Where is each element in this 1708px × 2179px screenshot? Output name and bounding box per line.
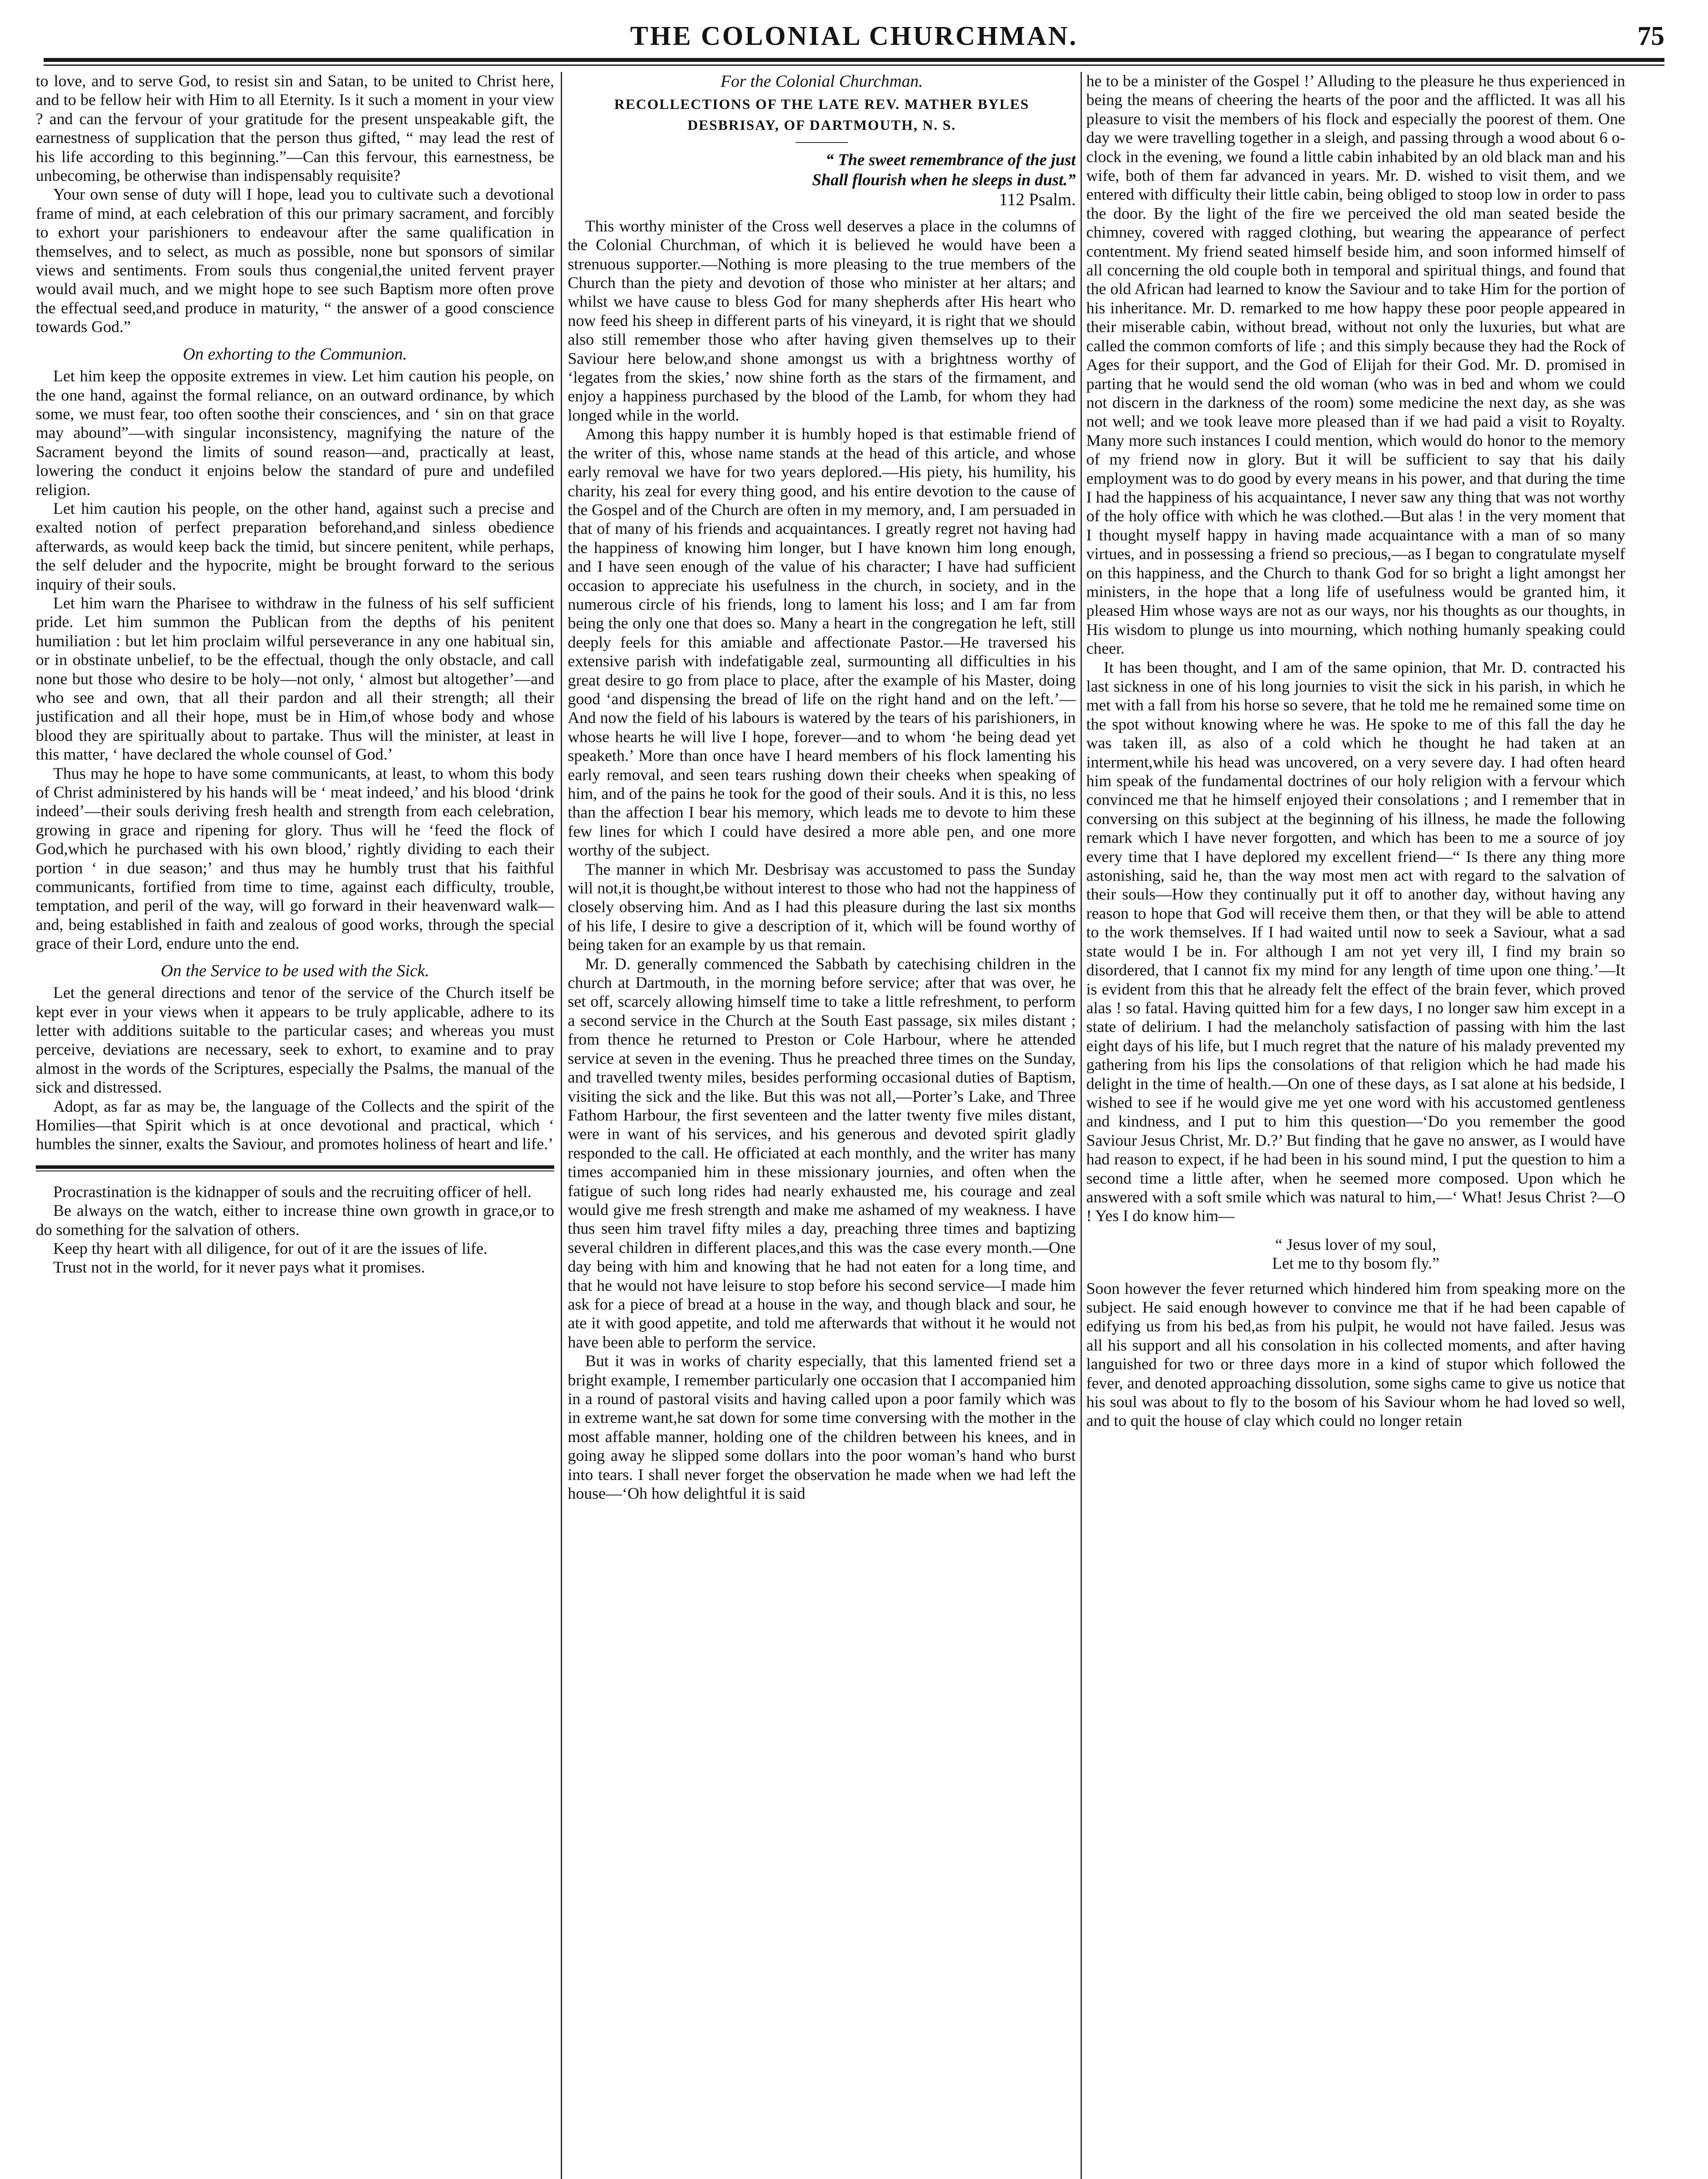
paragraph: Adopt, as far as may be, the language of the Collects and the spirit of the Homilies—that Spirit which is at once devotional and practical, which ‘ humbles the sinner, exalts the Saviour, and promotes holiness of heart and life.’ <box>36 1097 554 1154</box>
section-heading: On exhorting to the Communion. <box>183 344 407 363</box>
section-divider-thick <box>36 1165 554 1169</box>
column-left <box>36 72 554 2179</box>
paragraph: Let him caution his people, on the other hand, against such a precise and exalted notion of perfect preparation beforehand,and sinless obedience afterwards, as would keep back the timid, but sincere penitent, while perhaps, the self deluder and the hypocrite, might be brought forward to the serious inquiry of their souls. <box>36 499 554 594</box>
column-rule-left <box>561 72 562 2179</box>
paragraph: Thus may he hope to have some communicants, at least, to whom this body of Christ administered by his hands will be ‘ meat indeed,’ and his blood ‘drink indeed’—their souls deriving fresh health and strength from each celebration, growing in grace and ripening for glory. Thus will he ‘feed the flock of God,which he purchased with his own blood,’ rightly dividing to each their portion ‘ in due season;’ and thus may he humbly trust that his faithful communicants, fortified from time to time, against each difficulty, trouble, temptation, and peril of the way, will go forward in their heavenward walk—and, being established in faith and zealous of good works, through the special grace of their Lord, endure unto the end. <box>36 764 554 953</box>
epigraph <box>568 150 1076 190</box>
paragraph: Let the general directions and tenor of the service of the Church itself be kept ever in your views when it appears to be truly applicable, adhere to its letter with additions suitable to the particular cases; and whereas you must perceive, deviations are necessary, seek to exhort, to examine and to pray almost in the words of the Scriptures, especially the Psalms, the manual of the sick and distressed. <box>36 984 554 1097</box>
hymn-line-2: Let me to thy bosom fly.” <box>1272 1255 1440 1273</box>
column-rule-right <box>1081 72 1082 2179</box>
paragraph: Soon however the fever returned which hindered him from speaking more on the subject. He said enough however to convince me that if he had been capable of edifying us from his bed,as from his pulpit, he would not have failed. Jesus was all his support and all his consolation in his collected moments, and after having languished for two or three days more in a kind of stupor which followed the fever, and denoted approaching dissolution, some sighs came to give us notice that his soul was about to fly to the bosom of his Saviour whom he had loved so well, and to quit the house of clay which could no longer retain <box>1086 1280 1625 1430</box>
hymn-quote <box>1086 1235 1625 1273</box>
epigraph-source: 112 Psalm. <box>999 190 1076 210</box>
hymn-line-1: “ Jesus lover of my soul, <box>1275 1235 1437 1254</box>
paragraph: to love, and to serve God, to resist sin and Satan, to be united to Christ here, and to be fellow heir with Him to all Eternity. Is it such a moment in your view ? and can the fervour of your gratitude for the present unspeakable gift, the earnestness of supplication that the person thus gifted, “ may lead the rest of his life according to this beginning.”—Can this fervour, this earnestness, be unbecoming, be otherwise than indispensably requisite? <box>36 72 554 185</box>
maxim-procrastination: Procrastination is the kidnapper of souls and the recruiting officer of hell. <box>53 1183 532 1201</box>
attribution-line: For the Colonial Churchman. <box>720 72 923 91</box>
paragraph: Among this happy number it is humbly hoped is that estimable friend of the writer of this, whose name stands at the head of this article, and whose early removal we have for two years deplored.—His piety, his humility, his charity, his zeal for every thing good, and his entire devotion to the cause of the Gospel and of the Church are often in my memory, and, I am persuaded in that of many of his friends and acquaintances. I greatly regret not having had the happiness of knowing him longer, but I have known him long enough, and I have seen enough of the value of his character; I have had sufficient occasion to appreciate his usefulness in the church, in society, and in the numerous circle of his friends, long to lament his loss; and I am far from being the only one that does so. Many a heart in the congregation he left, still deeply feels for this amiable and affectionate Pastor.—He traversed his extensive parish with indefatigable zeal, surmounting all difficulties in his great desire to go from place to place, after the example of his Master, doing good ‘and dispensing the bread of life on the right hand and on the left.’—And now the field of his labours is watered by the tears of his parishioners, in whose hearts he will live I hope, forever—and to whom ‘he being dead yet speaketh.’ More than once have I heard members of his flock lamenting his early removal, and seen tears rushing down their cheeks when speaking of him, and of the pains he took for the good of their souls. And it is this, no less than the affection I bear his memory, which leads me to devote to him these few lines for which I could have desired a more able pen, and one more worthy of the subject. <box>568 425 1076 860</box>
maxim-heart: Keep thy heart with all diligence, for out of it are the issues of life. <box>53 1239 488 1258</box>
paragraph: But it was in works of charity especially, that this lamented friend set a bright example, I remember particularly one occasion that I accompanied him in a round of pastoral visits and having called upon a poor family which was in extreme want,he sat down for some time conversing with the mother in the most affable manner, holding one of the children between his knees, and in going away he slipped some dollars into the poor woman’s hand who burst into tears. I shall never forget the observation he made when we had left the house—‘Oh how delightful it is said <box>568 1352 1076 1503</box>
epigraph-line-1: “ The sweet remembrance of the just <box>825 151 1076 170</box>
page-number: 75 <box>1637 21 1664 51</box>
section-heading: On the Service to be used with the Sick. <box>160 961 430 980</box>
epigraph-line-2: Shall flourish when he sleeps in dust.” <box>812 171 1076 190</box>
paragraph: he to be a minister of the Gospel !’ Alluding to the pleasure he thus experienced in being the means of cheering the hearts of the poor and the afflicted. It was all his pleasure to visit the members of his flock and especially the poorest of them. One day we were travelling together in a sleigh, and passing through a wood about 6 o-clock in the evening, we found a little cabin inhabited by an old black man and his wife, both of them far advanced in years. Mr. D. wished to visit them, and we entered with difficulty their little cabin, being obliged to stoop low in order to pass the door. By the light of the fire we perceived the old man seated beside the chimney, covered with ragged clothing, but wearing the appearance of perfect contentment. My friend seated himself beside him, and soon informed himself of all concerning the old couple both in temporal and spiritual things, and found that the old African had learned to know the Saviour and to take Him for the portion of his inheritance. Mr. D. remarked to me how happy these poor people appeared in their miserable cabin, without bread, without not only the luxuries, but what are called the common comforts of life ; and this simply because they had the Rock of Ages for their support, and the God of Elijah for their God. Mr. D. promised in parting that he would send the old woman (who was in bed and whom we could not discern in the darkness of the room) some medicine the next day, as she was not well; and we took leave more pleased than if we had paid a visit to Royalty. Many more such instances I could mention, which would do honor to the memory of my friend now in glory. But it will be sufficient to say that his daily employment was to do good by every means in his power, and that during the time I had the happiness of his acquaintance, I never saw any thing that was not worthy of the holy office with which he was clothed.—But alas ! in the very moment that I thought myself happy in having made acquaintance with a man of so many virtues, and in possessing a friend so precious,—as I began to congratulate myself on this happiness, and the Church to thank God for so bright a light amongst her ministers, in the hope that a long life of usefulness would be granted him, it pleased Him whose ways are not as our ways, nor his thoughts as our thoughts, in His wisdom to plunge us into mourning, which nothing humanly speaking could cheer. <box>1086 72 1625 658</box>
column-right <box>1086 72 1625 2179</box>
paragraph: Let him warn the Pharisee to withdraw in the fulness of his self sufficient pride. Let him summon the Publican from the depths of his penitent humiliation : but let him proclaim wilful perseverance in any one habitual sin, or in obstinate unbelief, to be the effectual, though the only obstacle, and call none but those who desire to be holy—not only, ‘ almost but altogether’—and who see and own, that all their pardon and all their strength; all their justification and all their hope, must be in Him,of whose body and whose blood they are spiritually about to partake. Thus will the minister, at least in this matter, ‘ have declared the whole counsel of God.’ <box>36 594 554 764</box>
title-divider <box>796 142 848 143</box>
paragraph: The manner in which Mr. Desbrisay was accustomed to pass the Sunday will not,it is thought,be without interest to those who had not the happiness of closely observing him. And as I had this pleasure during the last six months of his life, I desire to give a description of it, which will be found worthy of being taken for an example by us that remain. <box>568 860 1076 954</box>
paragraph: This worthy minister of the Cross well deserves a place in the columns of the Colonial Churchman, of which it is believed he would have been a strenuous supporter.—Nothing is more pleasing to the true members of the Church than the piety and devotion of those who minister at her altars; and whilst we have cause to bless God for many shepherds after His heart who now feed his sheep in different parts of his vineyard, it is right that we should also still remember those who after having given themselves up to their Saviour here below,and shone amongst us with a brightness worthy of ‘legates from the skies,’ now shine forth as the stars of the firmament, and enjoy a happiness purchased by the blood of the Lamb, for whom they had longed while in the world. <box>568 217 1076 424</box>
header-rule-thick <box>44 58 1664 62</box>
column-middle <box>568 72 1076 2179</box>
paragraph: Let him keep the opposite extremes in view. Let him caution his people, on the one hand, against the formal reliance, on an outward ordinance, by which some, we must fear, too often soothe their consciences, and ‘ sin on that grace may abound”—with singular inconsistency, magnifying the nature of the Sacrament beyond the limits of sound reason—and, practically at least, lowering the conduct it enjoins below the standard of pure and undefiled religion. <box>36 367 554 499</box>
header-rule-thin <box>44 64 1664 66</box>
article-title: RECOLLECTIONS OF THE LATE REV. MATHER BYLES DESBRISAY, OF DARTMOUTH, N. S. <box>614 97 1030 134</box>
masthead <box>44 21 1664 60</box>
paragraph: Mr. D. generally commenced the Sabbath by catechising children in the church at Dartmouth, in the morning before service; after that was over, he set off, scarcely allowing himself time to take a little refreshment, to perform a second service in the Church at the South East passage, six miles distant ; from thence he returned to Preston or Cole Harbour, where he attended service at seven in the evening. Thus he preached three times on the Sunday, and travelled twenty miles, besides performing occasional duties of Baptism, visiting the sick and the like. But this was not all,—Porter’s Lake, and Three Fathom Harbour, the first seventeen and the latter twenty five miles distant, were in want of his services, and his generous and devoted spirit gladly responded to the call. He officiated at each monthly, and the writer has many times accompanied him in these missionary journies, and often when the fatigue of such long rides had nearly exhausted me, his courage and zeal would give me fresh strength and make me ashamed of my weakness. I have thus seen him travel fifty miles a day, preaching three times and baptizing several children in different places,and this was the case every month.—One day being with him and knowing that he had not eaten for a long time, and that he would not have leisure to stop before his second service—I made him ask for a piece of bread at a house in the way, and though black and sour, he ate it with good appetite, and told me afterwards that without it he would not have been able to perform the service. <box>568 955 1076 1351</box>
paragraph: Your own sense of duty will I hope, lead you to cultivate such a devotional frame of mind, at each celebration of this our primary sacrament, and forcibly to exhort your parishioners to endeavour after the same qualification in themselves, and to select, as much as possible, none but sponsors of similar views and sentiments. From souls thus congenial,the united fervent prayer would avail much, and we might hope to see such Baptism more often prove the effectual seed,and produce in maturity, “ the answer of a good conscience towards God.” <box>36 186 554 336</box>
paragraph: It has been thought, and I am of the same opinion, that Mr. D. contracted his last sickness in one of his long journies to visit the sick in his parish, in which he met with a fall from his horse so severe, that he told me he remained some time on the spot without knowing where he was. He spoke to me of this fall the day he was taken ill, as also of a cold which he thought he had taken at an interment,while his head was uncovered, on a very severe day. I had often heard him speak of the fundamental doctrines of our holy religion with a fervour which convinced me that he himself enjoyed their consolations ; and I remember that in conversing on this subject at the beginning of his illness, he made the following remark which I have never forgotten, and which has been to me a source of joy every time that I have deplored my excellent friend—“ Is there any thing more astonishing, said he, than the way most men act with regard to the salvation of their souls—How they continually put it off to another day, without having any reason to hope that God will receive them then, or that they will be able to attend to the work themselves. If I had waited until now to seek a Saviour, what a sad state would I be in. For although I am not yet very ill, I find my brain so disordered, that I cannot fix my mind for any length of time upon one thing.’—It is evident from this that he already felt the effect of the brain fever, which proved alas ! so fatal. Having quitted him for a few days, I no longer saw him except in a state of delirium. I had the melancholy satisfaction of passing with him the last eight days of his life, but I much regret that the nature of his malady prevented my gathering from his lips the consolations of that religion which he had made his delight in the time of health.—On one of these days, as I sat alone at his bedside, I wished to see if he would give me yet one word with his accustomed gentleness and kindness, and I put to him this question—‘Do you remember the good Saviour Jesus Christ, Mr. D.?’ But finding that he gave no answer, as I would have had reason to expect, if he had been in his sound mind, I put the question to him a second time a little after, when he seemed more composed. Upon which he answered with a soft smile which was natural to him,—‘ What! Jesus Christ ?—O ! Yes I do know him— <box>1086 658 1625 1225</box>
maxim-watch: Be always on the watch, either to increase thine own growth in grace,or to do something for the salvation of others. <box>36 1202 554 1239</box>
maxim-world: Trust not in the world, for it never pays what it promises. <box>53 1259 425 1277</box>
publication-title: THE COLONIAL CHURCHMAN. <box>630 21 1078 51</box>
